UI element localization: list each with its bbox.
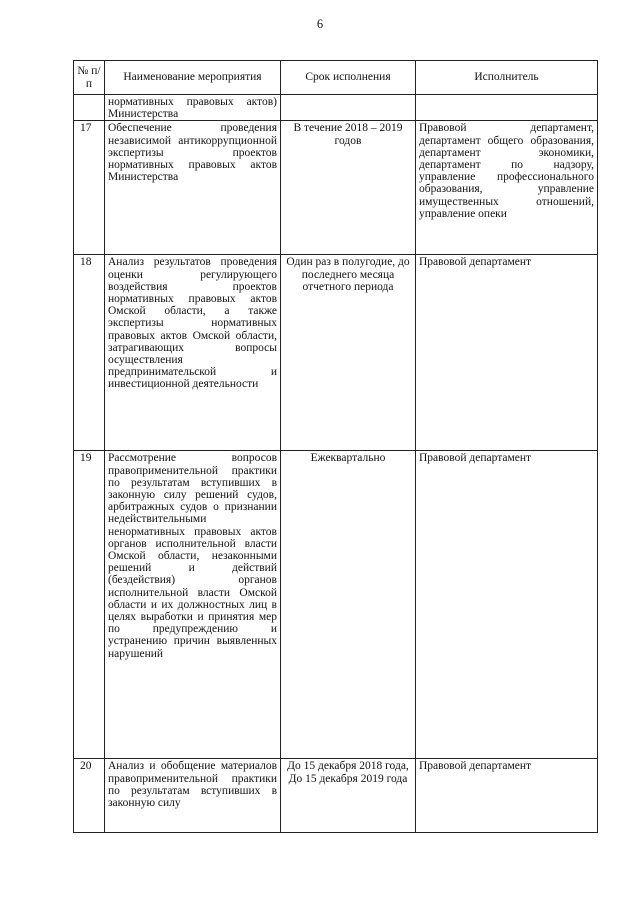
cell-name: Анализ и обобщение материалов правоприменительной практики по результатам вступивших в законную силу xyxy=(105,759,281,833)
cell-executor: Правовой департамент xyxy=(416,759,598,833)
cell-name: Анализ результатов проведения оценки регулирующего воздействия проектов нормативных правовых актов Омской области, а также экспертизы нормативных правовых актов Омской области, затрагивающих вопросы осуществления предпринимательской и инвестиционной деятельности xyxy=(105,255,281,451)
table-row xyxy=(74,759,598,833)
header-name: Наименование мероприятия xyxy=(105,61,281,95)
cell-term: До 15 декабря 2018 года, До 15 декабря 2019 года xyxy=(281,759,416,833)
cell-name: Обеспечение проведения независимой антикоррупционной экспертизы проектов нормативных правовых актов Министерства xyxy=(105,121,281,255)
cell-name: нормативных правовых актов) Министерства xyxy=(105,95,281,121)
cell-term: Ежеквартально xyxy=(281,451,416,759)
table-header-row xyxy=(74,61,598,95)
cell-name: Рассмотрение вопросов правоприменительной практики по результатам вступивших в законную силу решений судов, арбитражных судов о признании недействительными ненормативных правовых актов органов исполнительной власти Омской области, незаконными решений и действий (бездействия) органов исполнительной власти Омской области и их должностных лиц в целях выработки и принятия мер по предупреждению и устранению причин выявленных нарушений xyxy=(105,451,281,759)
table-row xyxy=(74,121,598,255)
table-row xyxy=(74,95,598,121)
cell-executor: Правовой департамент xyxy=(416,255,598,451)
cell-executor: Правовой департамент, департамент общего образования, департамент экономики, департамент по надзору, управление профессионального образования, управление имущественных отношений, управление опеки xyxy=(416,121,598,255)
cell-num: 18 xyxy=(74,255,105,451)
cell-term xyxy=(281,95,416,121)
header-term: Срок исполнения xyxy=(281,61,416,95)
cell-num: 17 xyxy=(74,121,105,255)
header-num: № п/п xyxy=(74,61,105,95)
cell-num: 19 xyxy=(74,451,105,759)
table-row xyxy=(74,255,598,451)
cell-executor xyxy=(416,95,598,121)
cell-term: Один раз в полугодие, до последнего месяца отчетного периода xyxy=(281,255,416,451)
cell-executor: Правовой департамент xyxy=(416,451,598,759)
cell-num xyxy=(74,95,105,121)
header-executor: Исполнитель xyxy=(416,61,598,95)
page-number: 6 xyxy=(316,17,324,31)
measures-table xyxy=(73,60,598,833)
table-row xyxy=(74,451,598,759)
cell-num: 20 xyxy=(74,759,105,833)
cell-term: В течение 2018 – 2019 годов xyxy=(281,121,416,255)
